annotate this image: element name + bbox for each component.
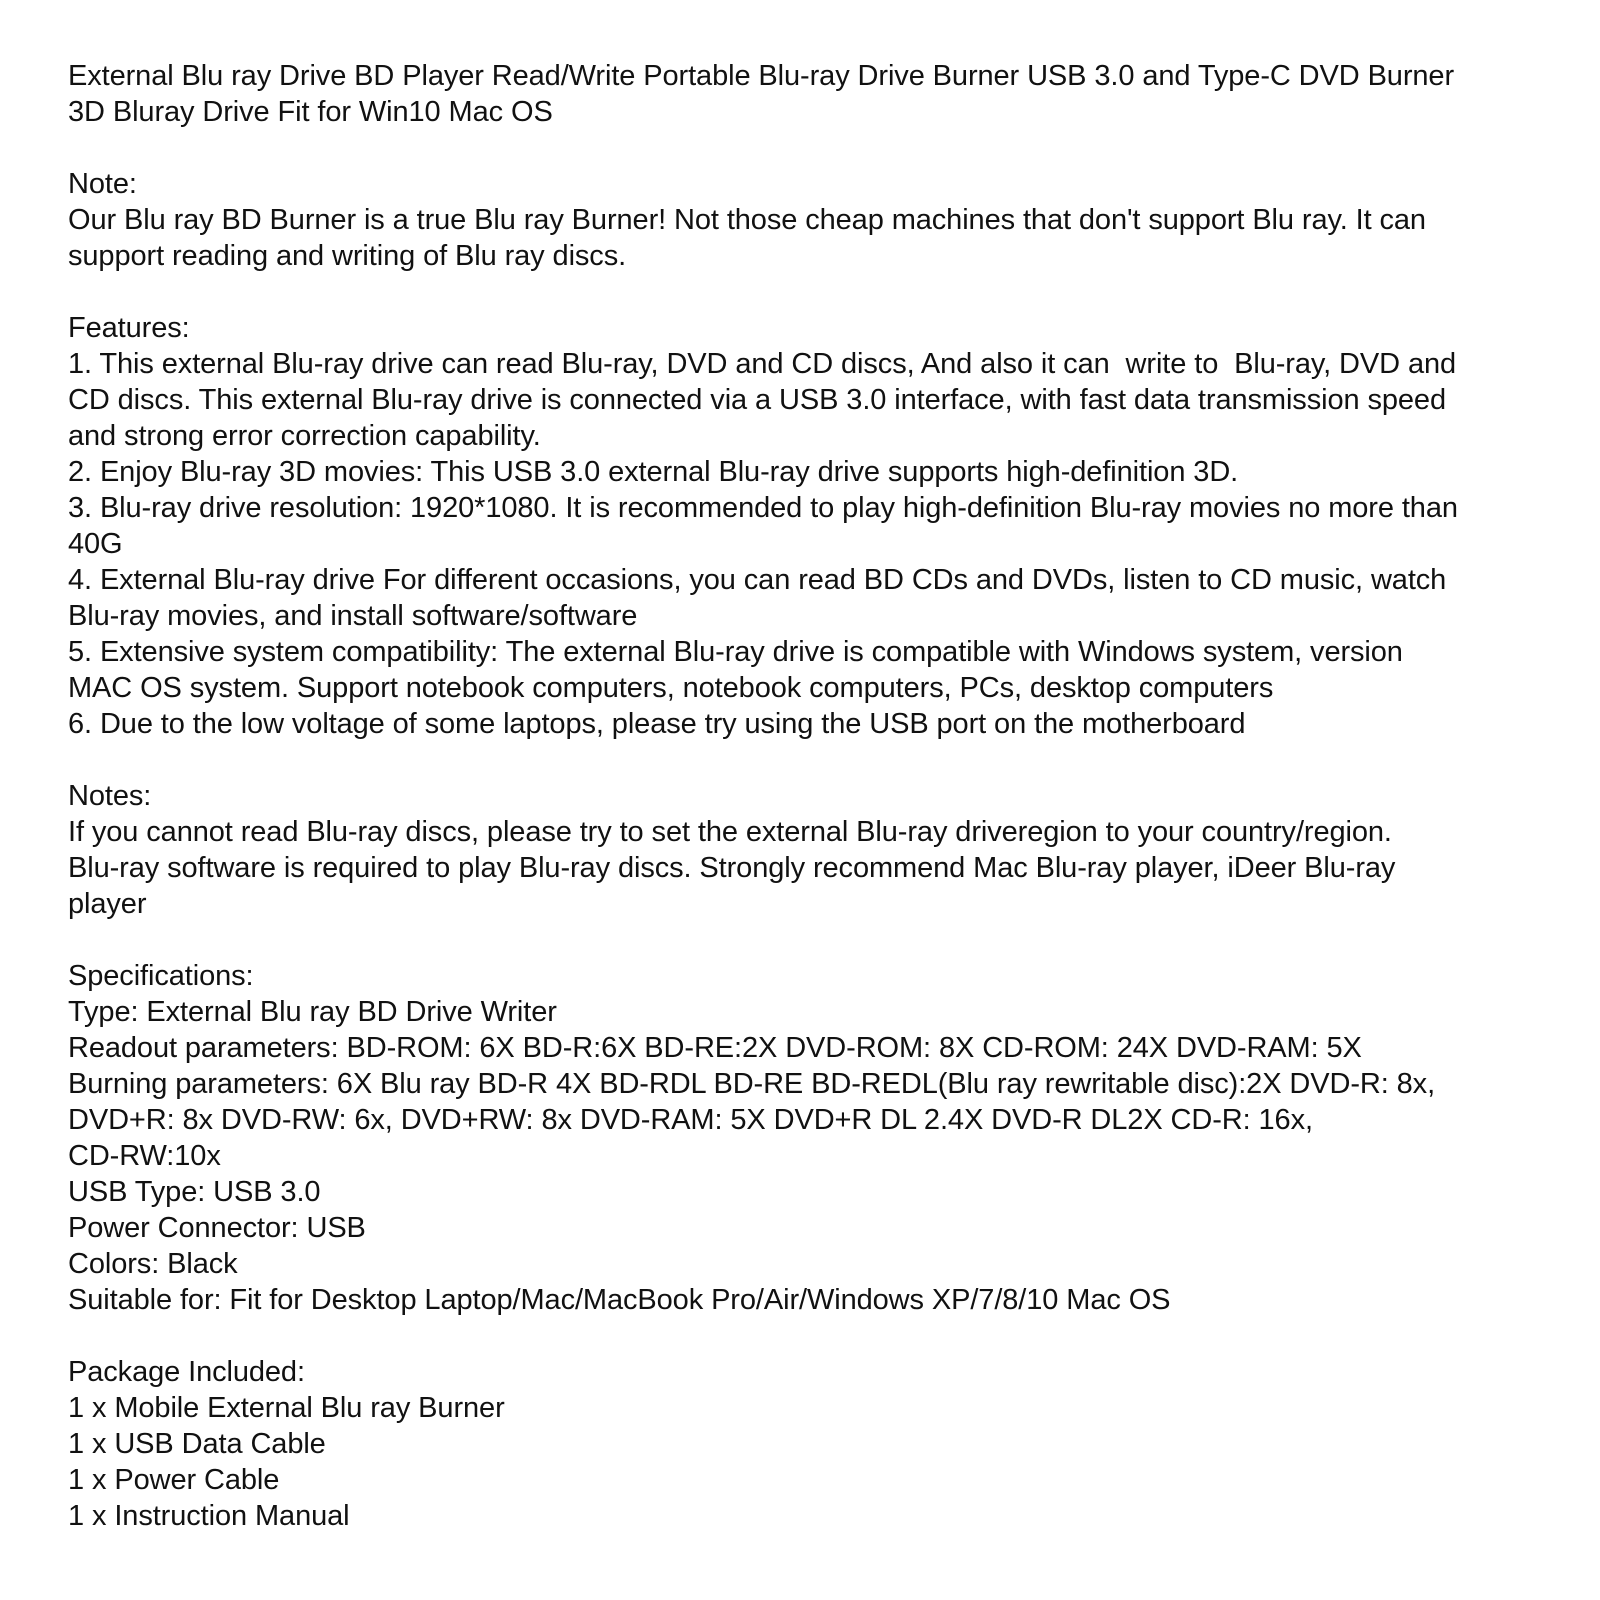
package-item: 1 x USB Data Cable [68,1428,326,1460]
notes-heading: Notes: [68,780,152,812]
feature-line: Blu-ray movies, and install software/software [68,600,638,632]
note-line: Our Blu ray BD Burner is a true Blu ray Burner! Not those cheap machines that don't support Blu ray. It can [68,204,1426,236]
package-section [68,1354,1548,1534]
spec-line: Suitable for: Fit for Desktop Laptop/Mac/MacBook Pro/Air/Windows XP/7/8/10 Mac OS [68,1284,1171,1316]
title-line: 3D Bluray Drive Fit for Win10 Mac OS [68,96,553,128]
spec-line: Readout parameters: BD-ROM: 6X BD-R:6X BD-RE:2X DVD-ROM: 8X CD-ROM: 24X DVD-RAM: 5X [68,1032,1362,1064]
specifications-heading: Specifications: [68,960,254,992]
package-heading: Package Included: [68,1356,305,1388]
spec-line: Type: External Blu ray BD Drive Writer [68,996,557,1028]
note-section [68,166,1548,274]
feature-line: and strong error correction capability. [68,420,541,452]
features-section [68,310,1548,742]
paragraph-gap [68,274,1548,310]
feature-line: 40G [68,528,123,560]
feature-line: 3. Blu-ray drive resolution: 1920*1080. It is recommended to play high-definition Blu-ray movies no more than [68,492,1458,524]
spec-line: USB Type: USB 3.0 [68,1176,321,1208]
spec-line: Colors: Black [68,1248,238,1280]
feature-line: 5. Extensive system compatibility: The external Blu-ray drive is compatible with Windows system, version [68,636,1403,668]
title-line: External Blu ray Drive BD Player Read/Write Portable Blu-ray Drive Burner USB 3.0 and Type-C DVD Burner [68,60,1455,92]
package-item: 1 x Power Cable [68,1464,280,1496]
notes-line: Blu-ray software is required to play Blu-ray discs. Strongly recommend Mac Blu-ray player, iDeer Blu-ray [68,852,1396,884]
paragraph-gap [68,130,1548,166]
paragraph-gap [68,742,1548,778]
feature-line: 2. Enjoy Blu-ray 3D movies: This USB 3.0 external Blu-ray drive supports high-definition 3D. [68,456,1239,488]
paragraph-gap [68,1318,1548,1354]
spec-line: Burning parameters: 6X Blu ray BD-R 4X BD-RDL BD-RE BD-REDL(Blu ray rewritable disc):2X DVD-R: 8x, [68,1068,1436,1100]
spec-line: CD-RW:10x [68,1140,221,1172]
feature-line: MAC OS system. Support notebook computers, notebook computers, PCs, desktop computers [68,672,1274,704]
feature-line: 6. Due to the low voltage of some laptops, please try using the USB port on the motherboard [68,708,1246,740]
spec-line: Power Connector: USB [68,1212,366,1244]
package-item: 1 x Mobile External Blu ray Burner [68,1392,505,1424]
spec-line: DVD+R: 8x DVD-RW: 6x, DVD+RW: 8x DVD-RAM: 5X DVD+R DL 2.4X DVD-R DL2X CD-R: 16x, [68,1104,1313,1136]
features-heading: Features: [68,312,190,344]
feature-line: 4. External Blu-ray drive For different occasions, you can read BD CDs and DVDs, listen to CD music, watch [68,564,1447,596]
feature-line: 1. This external Blu-ray drive can read Blu-ray, DVD and CD discs, And also it can write to Blu-ray, DVD and [68,348,1457,380]
product-title [68,58,1548,130]
specifications-section [68,958,1548,1318]
document-page [68,58,1548,1534]
note-heading: Note: [68,168,137,200]
notes-line: If you cannot read Blu-ray discs, please try to set the external Blu-ray driveregion to your country/region. [68,816,1392,848]
package-item: 1 x Instruction Manual [68,1500,350,1532]
note-line: support reading and writing of Blu ray discs. [68,240,627,272]
notes-section [68,778,1548,922]
feature-line: CD discs. This external Blu-ray drive is connected via a USB 3.0 interface, with fast data transmission speed [68,384,1446,416]
paragraph-gap [68,922,1548,958]
notes-line: player [68,888,147,920]
